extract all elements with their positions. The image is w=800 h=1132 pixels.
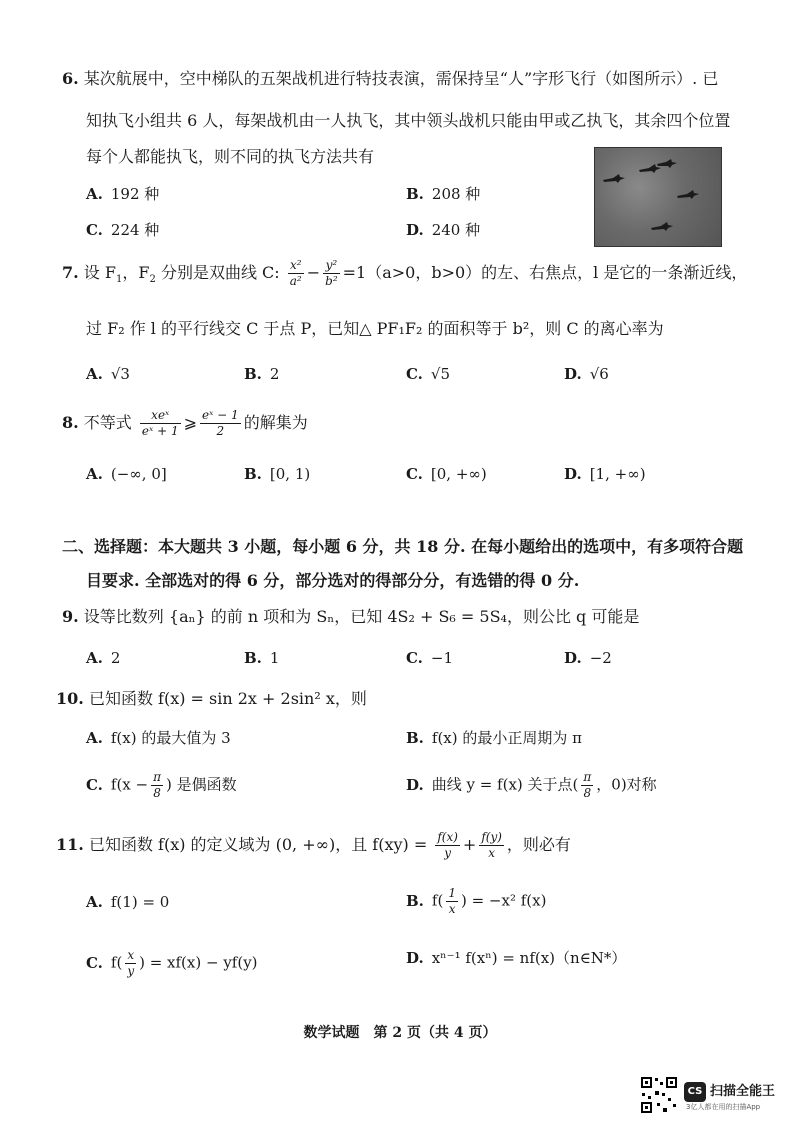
q11-option-b: B. f( $\frac{1}{x}$ ) = −x² f(x) — [406, 886, 547, 916]
page-footer: 数学试题 第 2 页（共 4 页） — [303, 1025, 497, 1041]
q7-fraction-y: $\frac{\text{y²}}{\text{b²}}$ — [325, 258, 338, 288]
q8-option-b: B. [0, 1) — [244, 465, 311, 483]
q6-line2: 知执飞小组共 6 人，每架战机由一人执飞，其中领头战机只能由甲或乙执飞，其余四个位置 — [86, 111, 731, 130]
camscanner-watermark — [640, 1076, 790, 1116]
section2-line2: 目要求. 全部选对的得 6 分，部分选对的得部分分，有选错的得 0 分. — [86, 571, 580, 590]
q7-line2: 过 F₂ 作 l 的平行线交 C 于点 P，已知△ PF₁F₂ 的面积等于 b²，则 C 的离心率为 — [86, 319, 664, 338]
camscanner-logo-icon: CS — [684, 1082, 706, 1102]
q8-option-c: C. [0, +∞) — [406, 465, 487, 483]
q11-option-c: C. f( $\frac{x}{y}$ ) = xf(x) − yf(y) — [86, 948, 258, 978]
q8-option-d: D. [1, +∞) — [564, 465, 646, 483]
q10-option-b: B. f(x) 的最小正周期为 π — [406, 729, 583, 747]
q9-line1: 9. 设等比数列 {aₙ} 的前 n 项和为 Sₙ，已知 4S₂ + S₆ = 5S₄，则公比 q 可能是 — [62, 607, 640, 626]
q8-fraction-right: $\frac{\text{eˣ − 1}}{2}$ — [202, 408, 239, 438]
q8-fraction-left: $\frac{\text{xeˣ}}{\text{eˣ + 1}}$ — [141, 408, 179, 438]
formation-photo — [594, 147, 722, 247]
q8-line1: 8. 不等式 $\frac{\text{xeˣ}}{\text{eˣ + 1}}$ ⩾ $\frac{\text{eˣ − 1}}{2}$ 的解集为 — [62, 408, 308, 438]
q6-line3: 每个人都能执飞，则不同的执飞方法共有 — [86, 147, 375, 166]
q9-option-c: C. −1 — [406, 649, 454, 667]
jet-formation-image — [595, 148, 721, 246]
q10-option-a: A. f(x) 的最大值为 3 — [86, 729, 231, 747]
q8-option-a: A. (−∞, 0] — [86, 465, 167, 483]
q7-option-d: D. √6 — [564, 365, 609, 383]
q11-c-fraction: $\frac{x}{y}$ — [127, 948, 135, 978]
q7-fraction-x: $\frac{\text{x²}}{\text{a²}}$ — [289, 258, 302, 288]
q10-line1: 10. 已知函数 f(x) = sin 2x + 2sin² x，则 — [56, 689, 367, 708]
q10-c-fraction: $\frac{\pi}{8}$ — [153, 770, 161, 800]
q11-fraction-2: $\frac{f(y)}{x}$ — [481, 830, 502, 860]
q10-option-c: C. f(x − $\frac{\pi}{8}$ ) 是偶函数 — [86, 770, 237, 800]
q6-option-b: B. 208 种 — [406, 185, 481, 203]
q9-option-b: B. 1 — [244, 649, 280, 667]
q7-option-b: B. 2 — [244, 365, 280, 383]
q11-option-a: A. f(1) = 0 — [86, 893, 170, 911]
q7-line1: 7. 设 $F_1$，$F_2$ 分别是双曲线 C: $\frac{\text{x²}}{\text{a²}}$ − $\frac{\text{y²}}{\text{b²}}$ =1（a>0，b>0）的左、右焦点，l 是它的一条渐近线， — [62, 258, 748, 288]
q6-line1: 6. 某次航展中，空中梯队的五架战机进行特技表演，需保持呈“人”字形飞行（如图所示）. 已 — [62, 69, 719, 88]
q9-option-a: A. 2 — [86, 649, 121, 667]
q6-option-a: A. 192 种 — [86, 185, 160, 203]
q11-line1: 11. 已知函数 f(x) 的定义域为 (0, +∞)，且 f(xy) = $\frac{f(x)}{y}$ + $\frac{f(y)}{x}$ ，则必有 — [56, 830, 571, 860]
q10-option-d: D. 曲线 y = f(x) 关于点( $\frac{\pi}{8}$ ，0)对称 — [406, 770, 657, 800]
camscanner-tagline: 3亿人都在用的扫描App — [686, 1103, 761, 1111]
q7-option-c: C. √5 — [406, 365, 451, 383]
q6-option-c: C. 224 种 — [86, 221, 160, 239]
q6-option-d: D. 240 种 — [406, 221, 481, 239]
q11-b-fraction: $\frac{1}{x}$ — [448, 886, 456, 916]
section2-line1: 二、选择题：本大题共 3 小题，每小题 6 分，共 18 分. 在每小题给出的选项中，有多项符合题 — [62, 537, 744, 556]
camscanner-name: 扫描全能王 — [710, 1084, 776, 1099]
q7-option-a: A. √3 — [86, 365, 130, 383]
q11-fraction-1: $\frac{f(x)}{y}$ — [437, 830, 458, 860]
qr-code-icon — [640, 1076, 678, 1114]
q10-d-fraction: $\frac{\pi}{8}$ — [583, 770, 592, 800]
q9-option-d: D. −2 — [564, 649, 612, 667]
q11-option-d: D. xⁿ⁻¹ f(xⁿ) = nf(x)（n∈N*） — [406, 949, 627, 967]
